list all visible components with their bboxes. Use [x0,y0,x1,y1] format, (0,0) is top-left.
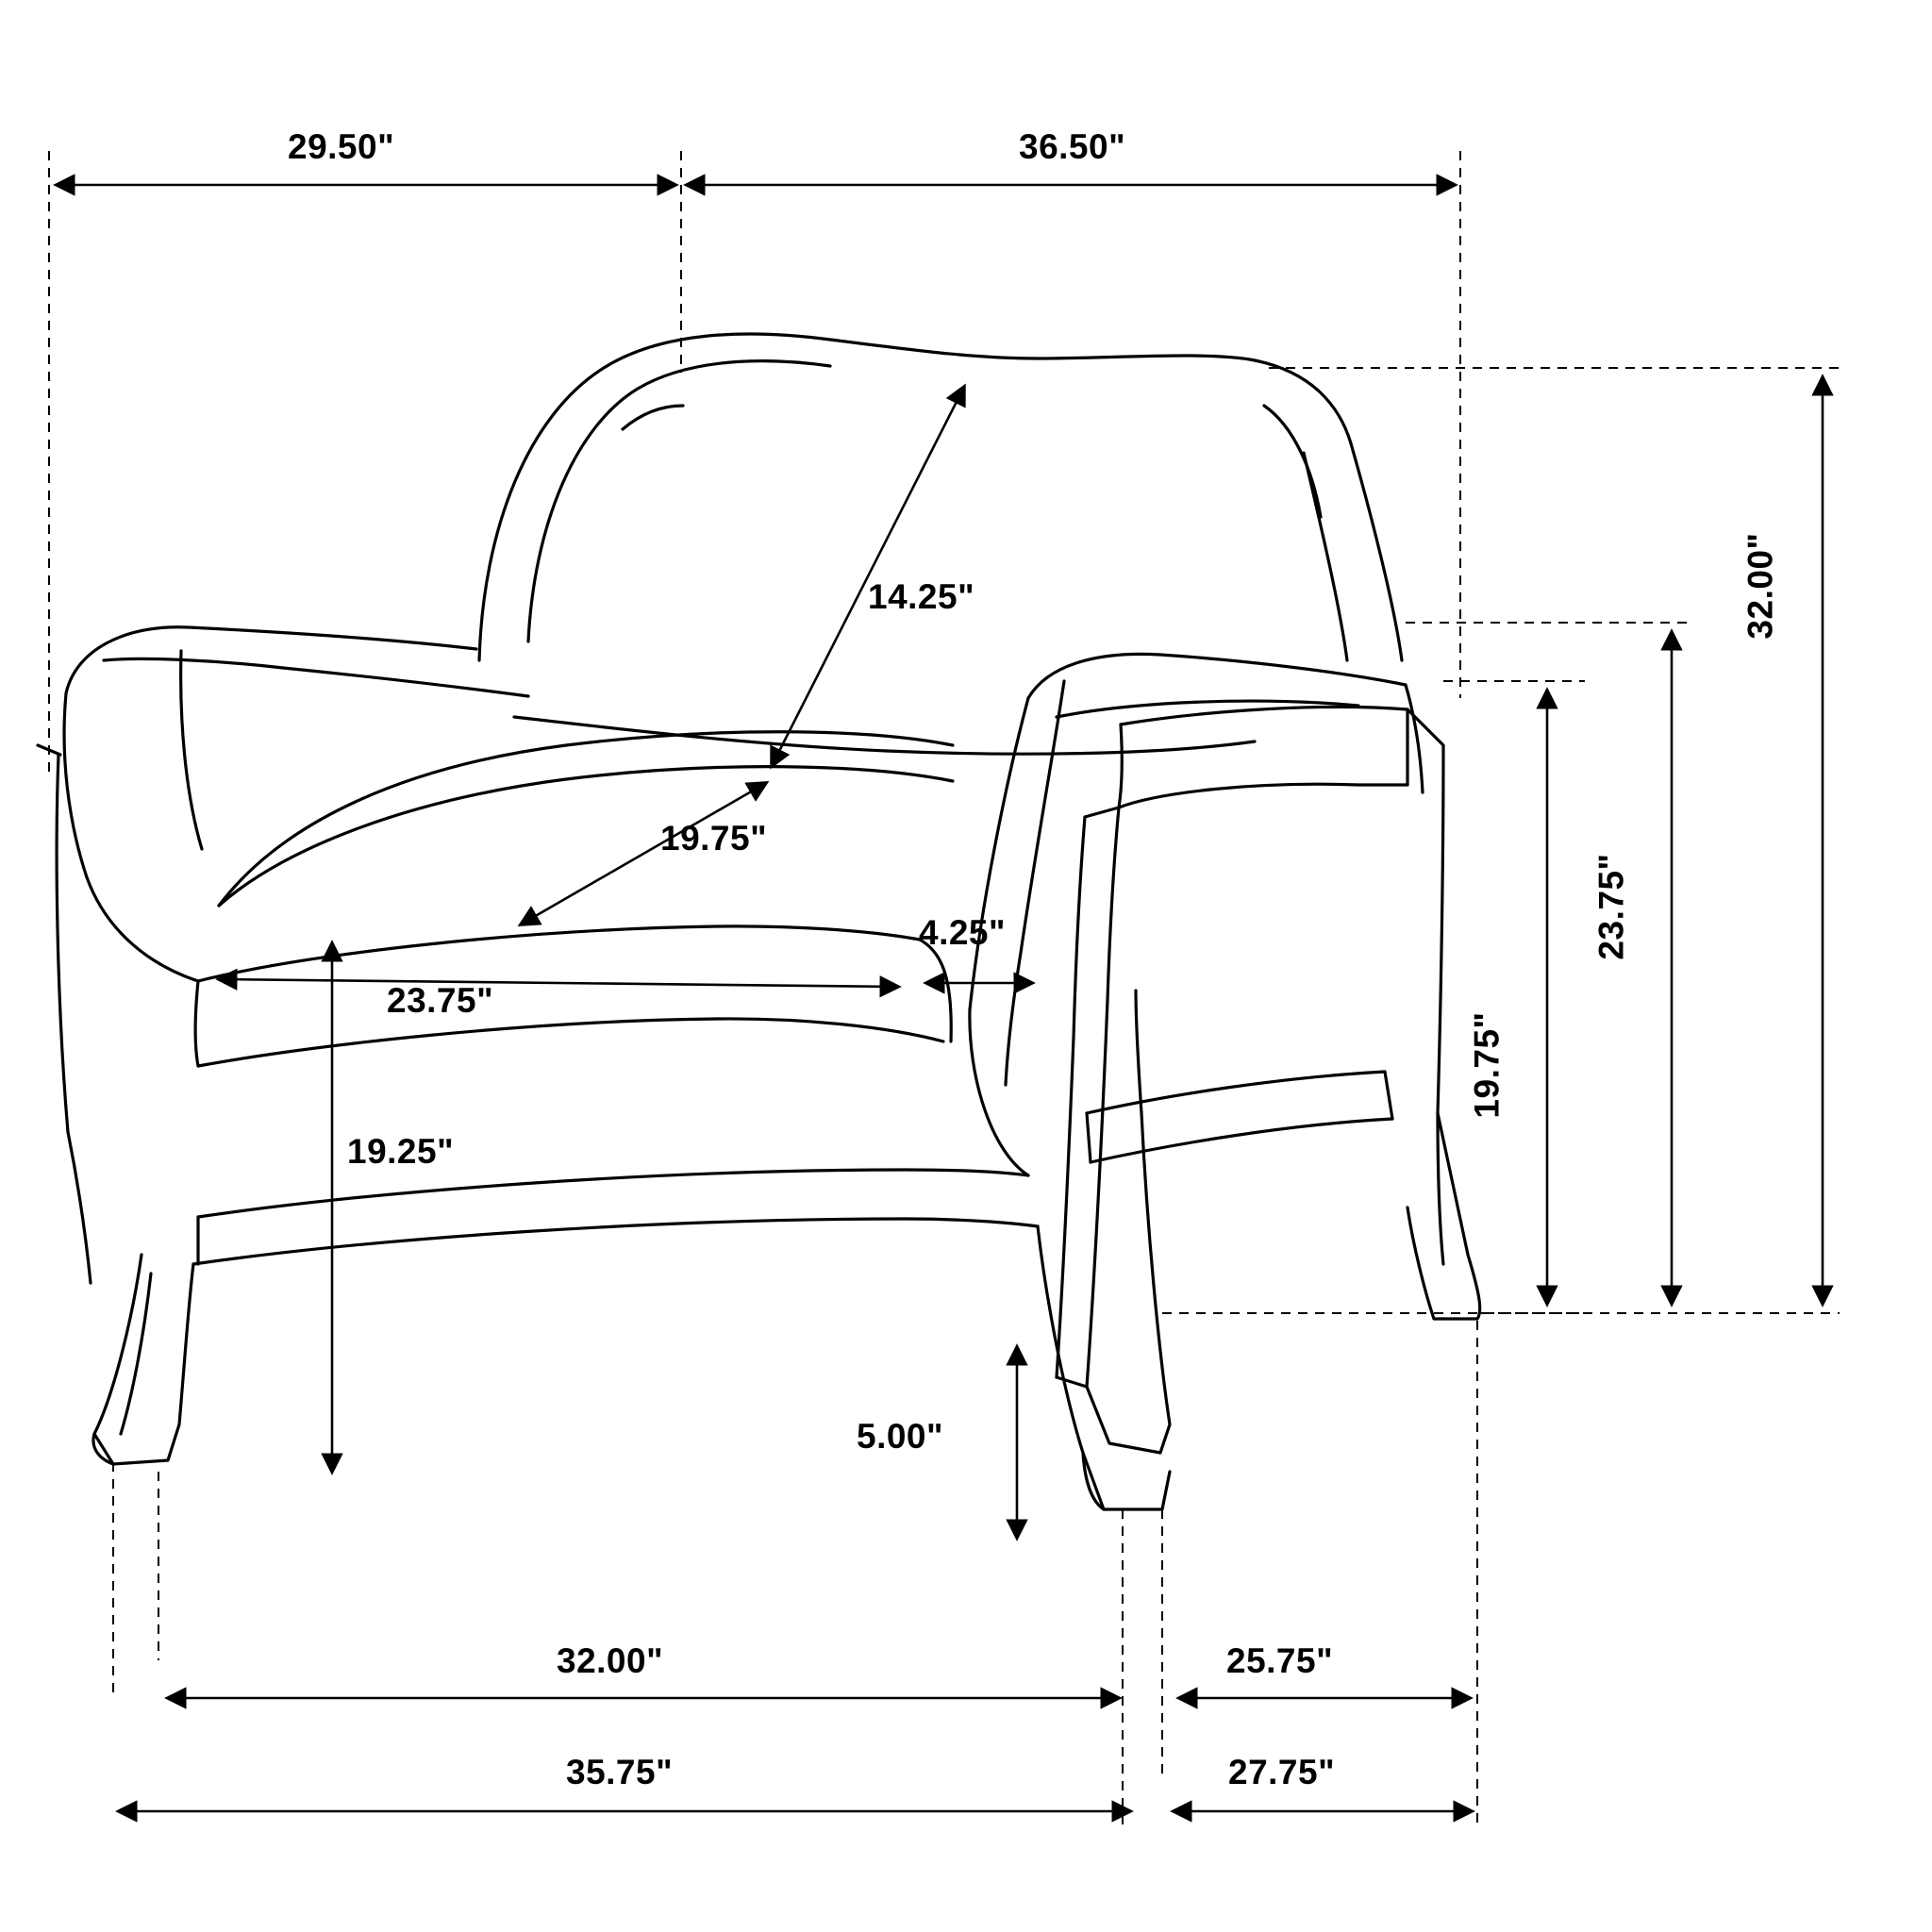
dim-label-floor-clearance: 5.00" [857,1417,944,1456]
dim-label-overall-height: 32.00" [1740,532,1780,640]
dim-label-base-width: 32.00" [557,1641,664,1680]
dimension-lines [49,151,1840,1830]
dim-label-depth-inner: 25.75" [1226,1641,1334,1680]
chair-illustration [38,334,1480,1509]
dim-label-arm-to-floor-height: 23.75" [1591,853,1631,960]
dim-label-top-right-width: 36.50" [1019,127,1126,166]
dim-label-back-diagonal: 14.25" [868,577,975,616]
dim-label-seat-width: 23.75" [387,981,494,1020]
dim-label-overall-depth: 27.75" [1228,1753,1336,1791]
dim-label-seat-height: 19.25" [347,1132,455,1171]
dim-label-overall-width: 35.75" [566,1753,674,1791]
dim-label-seat-diagonal: 19.75" [660,819,768,858]
dim-label-seat-back-height: 19.75" [1467,1011,1507,1119]
dim-label-arm-width: 4.25" [919,913,1007,952]
dim-label-top-left-width: 29.50" [288,127,395,166]
